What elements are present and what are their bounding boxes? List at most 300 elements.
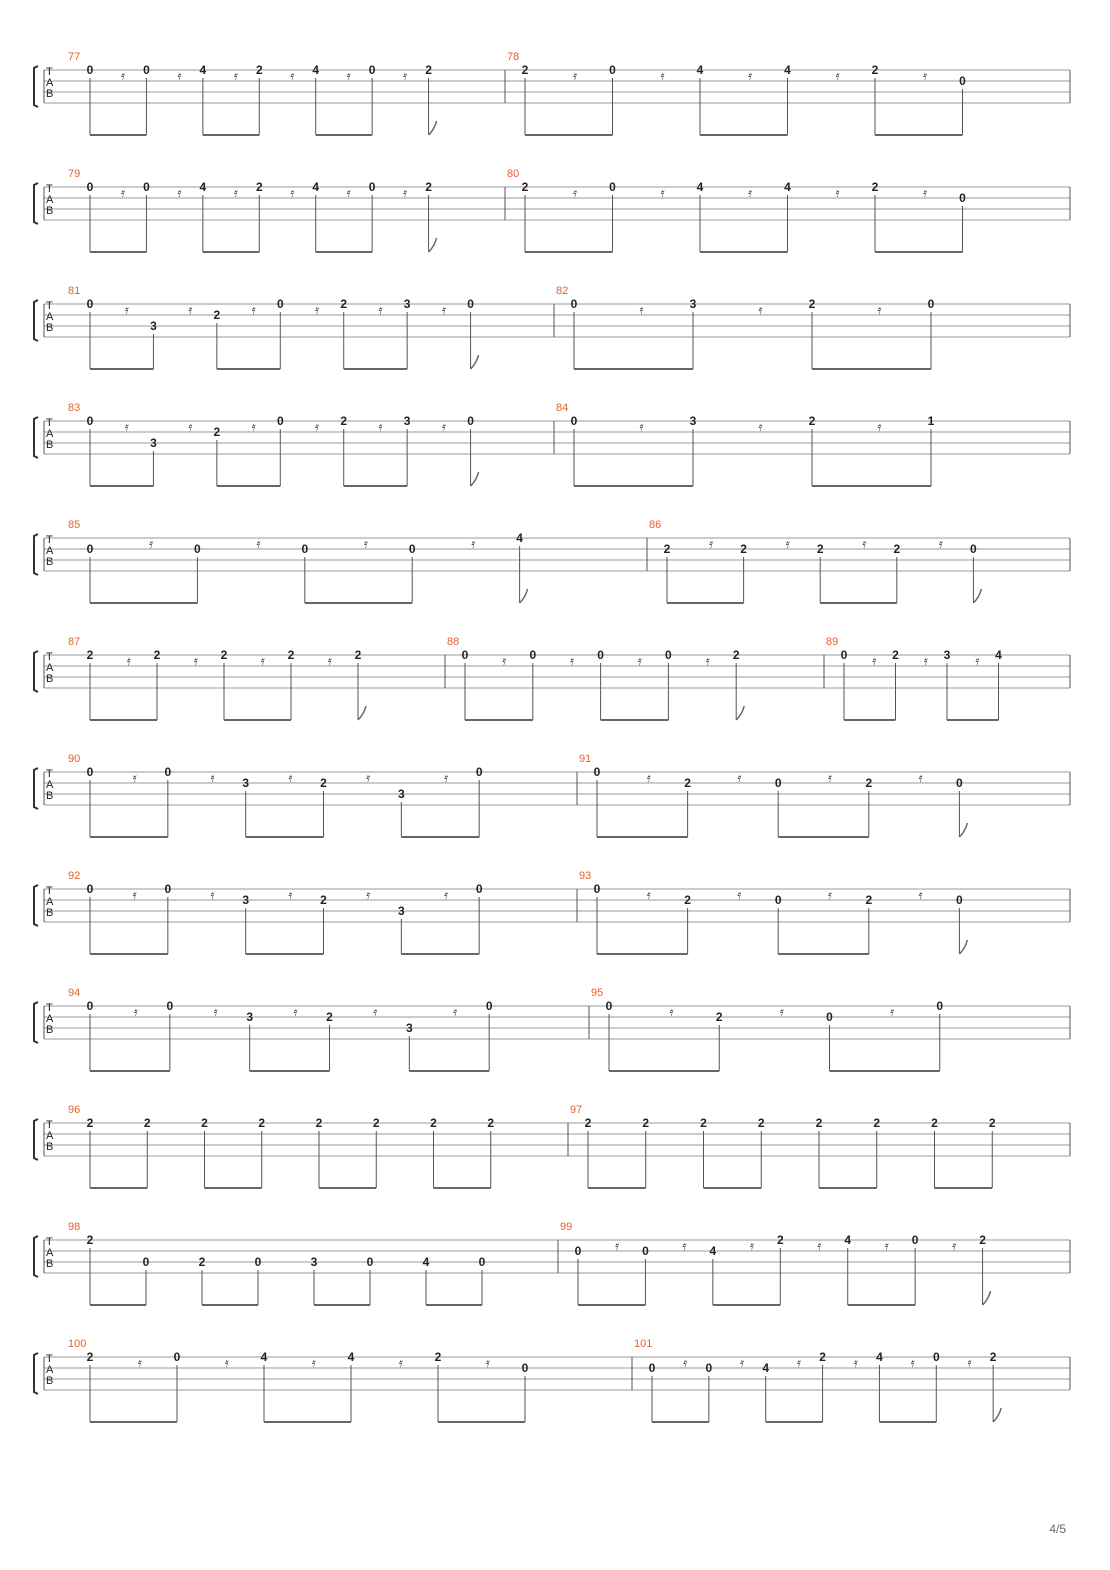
fret-number: 0	[86, 297, 94, 311]
fret-number: 0	[164, 882, 172, 896]
measure-number: 89	[826, 636, 839, 648]
rest-symbol: 𝄿	[758, 303, 763, 318]
fret-number: 4	[260, 1350, 268, 1364]
fret-number: 0	[467, 297, 474, 311]
fret-number: 2	[320, 893, 327, 907]
fret-number: 0	[521, 1361, 529, 1375]
tab-clef-letter: T	[46, 300, 53, 312]
tab-clef-letter: A	[46, 194, 54, 206]
tab-clef-letter: B	[46, 673, 54, 685]
system-bracket	[34, 1353, 38, 1394]
fret-number: 0	[574, 1244, 582, 1258]
rest-symbol: 𝄿	[637, 654, 642, 669]
fret-number: 0	[911, 1233, 919, 1247]
fret-number: 2	[425, 63, 432, 77]
fret-number: 2	[213, 308, 221, 322]
measure-number: 100	[68, 1338, 87, 1350]
rest-symbol: 𝄿	[126, 654, 131, 669]
rest-symbol: 𝄿	[918, 771, 923, 786]
rest-symbol: 𝄿	[177, 186, 182, 201]
rest-symbol: 𝄿	[256, 537, 261, 552]
measure-number: 86	[649, 519, 662, 531]
fret-number: 2	[326, 1010, 333, 1024]
rest-symbol: 𝄿	[132, 771, 137, 786]
system-bracket	[34, 300, 38, 341]
rest-symbol: 𝄿	[233, 186, 238, 201]
rest-symbol: 𝄿	[442, 303, 447, 318]
rest-symbol: 𝄿	[740, 1356, 745, 1371]
fret-number: 0	[705, 1361, 713, 1375]
rest-symbol: 𝄿	[373, 1005, 378, 1020]
tab-clef-letter: A	[46, 1247, 54, 1259]
tab-clef-letter: A	[46, 1130, 54, 1142]
rest-symbol: 𝄿	[923, 186, 928, 201]
measure-number: 99	[560, 1221, 573, 1233]
fret-number: 2	[213, 425, 221, 439]
fret-number: 2	[198, 1255, 206, 1269]
fret-number: 4	[312, 63, 320, 77]
fret-number: 3	[397, 787, 405, 801]
rest-symbol: 𝄿	[737, 771, 742, 786]
measure-number: 91	[579, 753, 592, 765]
measure-number: 96	[68, 1104, 81, 1116]
system-bracket	[34, 183, 38, 224]
system-bracket	[34, 417, 38, 458]
rest-symbol: 𝄿	[884, 1239, 889, 1254]
fret-number: 3	[242, 893, 250, 907]
rest-symbol: 𝄿	[327, 654, 332, 669]
rest-symbol: 𝄿	[835, 186, 840, 201]
fret-number: 4	[696, 180, 704, 194]
rest-symbol: 𝄿	[121, 186, 126, 201]
fret-number: 0	[86, 999, 94, 1013]
fret-number: 0	[86, 180, 94, 194]
fret-number: 0	[143, 63, 150, 77]
rest-symbol: 𝄿	[910, 1356, 915, 1371]
fret-number: 2	[684, 893, 691, 907]
rest-symbol: 𝄿	[502, 654, 507, 669]
rest-symbol: 𝄿	[975, 654, 980, 669]
system-bracket	[34, 651, 38, 692]
fret-number: 0	[86, 63, 94, 77]
rest-symbol: 𝄿	[403, 69, 408, 84]
fret-number: 2	[893, 542, 901, 556]
fret-number: 2	[434, 1350, 442, 1364]
note-flag	[736, 706, 744, 720]
measure-number: 93	[579, 870, 592, 882]
fret-number: 0	[959, 74, 966, 88]
rest-symbol: 𝄿	[785, 537, 790, 552]
fret-number: 2	[255, 180, 263, 194]
fret-number: 0	[593, 882, 601, 896]
fret-number: 0	[301, 542, 309, 556]
fret-number: 0	[475, 765, 483, 779]
rest-symbol: 𝄿	[403, 186, 408, 201]
fret-number: 0	[932, 1350, 940, 1364]
rest-symbol: 𝄿	[877, 303, 882, 318]
rest-symbol: 𝄿	[137, 1356, 142, 1371]
rest-symbol: 𝄿	[315, 420, 320, 435]
tab-clef-letter: T	[46, 183, 53, 195]
rest-symbol: 𝄿	[453, 1005, 458, 1020]
rest-symbol: 𝄿	[749, 1239, 754, 1254]
fret-number: 0	[276, 414, 284, 428]
fret-number: 0	[86, 414, 94, 428]
note-flag	[358, 706, 366, 720]
fret-number: 2	[521, 63, 529, 77]
fret-number: 0	[774, 776, 782, 790]
rest-symbol: 𝄿	[817, 1239, 822, 1254]
fret-number: 2	[86, 1350, 94, 1364]
note-flag	[520, 589, 528, 603]
fret-number: 2	[815, 1116, 823, 1130]
tab-clef-letter: A	[46, 896, 54, 908]
rest-symbol: 𝄿	[918, 888, 923, 903]
measure-number: 82	[556, 285, 569, 297]
tab-clef-letter: T	[46, 1119, 53, 1131]
rest-symbol: 𝄿	[378, 420, 383, 435]
fret-number: 4	[844, 1233, 852, 1247]
rest-symbol: 𝄿	[124, 420, 129, 435]
rest-symbol: 𝄿	[835, 69, 840, 84]
rest-symbol: 𝄿	[639, 303, 644, 318]
rest-symbol: 𝄿	[444, 771, 449, 786]
tab-clef-letter: B	[46, 790, 54, 802]
tab-clef-letter: B	[46, 439, 54, 451]
fret-number: 0	[485, 999, 493, 1013]
tab-clef-letter: A	[46, 779, 54, 791]
fret-number: 2	[340, 297, 348, 311]
measure-number: 87	[68, 636, 81, 648]
fret-number: 0	[774, 893, 782, 907]
rest-symbol: 𝄿	[748, 186, 753, 201]
fret-number: 0	[173, 1350, 181, 1364]
fret-number: 0	[166, 999, 174, 1013]
tab-system	[34, 1104, 1070, 1188]
rest-symbol: 𝄿	[570, 654, 575, 669]
fret-number: 2	[320, 776, 327, 790]
fret-number: 2	[808, 297, 816, 311]
measure-number: 78	[507, 51, 520, 63]
measure-number: 80	[507, 168, 520, 180]
rest-symbol: 𝄿	[646, 888, 651, 903]
tab-clef-letter: T	[46, 768, 53, 780]
fret-number: 0	[86, 765, 94, 779]
tab-clef-letter: T	[46, 1002, 53, 1014]
tab-clef-letter: T	[46, 66, 53, 78]
measure-number: 88	[447, 636, 460, 648]
rest-symbol: 𝄿	[398, 1356, 403, 1371]
rest-symbol: 𝄿	[890, 1005, 895, 1020]
rest-symbol: 𝄿	[251, 303, 256, 318]
rest-symbol: 𝄿	[952, 1239, 957, 1254]
measure-number: 81	[68, 285, 81, 297]
rest-symbol: 𝄿	[121, 69, 126, 84]
fret-number: 3	[397, 904, 405, 918]
fret-number: 0	[408, 542, 416, 556]
rest-symbol: 𝄿	[444, 888, 449, 903]
tab-clef-letter: A	[46, 428, 54, 440]
fret-number: 0	[194, 542, 201, 556]
fret-number: 0	[276, 297, 284, 311]
fret-number: 3	[150, 319, 157, 333]
system-bracket	[34, 66, 38, 107]
rest-symbol: 𝄿	[124, 303, 129, 318]
tab-system	[34, 402, 1070, 486]
fret-number: 0	[609, 63, 616, 77]
fret-number: 0	[570, 297, 578, 311]
fret-number: 2	[220, 648, 228, 662]
rest-symbol: 𝄿	[923, 69, 928, 84]
fret-number: 2	[521, 180, 529, 194]
tab-clef-letter: T	[46, 534, 53, 546]
note-flag	[959, 940, 967, 954]
fret-number: 2	[979, 1233, 986, 1247]
fret-number: 4	[709, 1244, 717, 1258]
fret-number: 2	[663, 542, 671, 556]
rest-symbol: 𝄿	[315, 303, 320, 318]
measure-number: 98	[68, 1221, 81, 1233]
rest-symbol: 𝄿	[853, 1356, 858, 1371]
fret-number: 2	[732, 648, 740, 662]
system-bracket	[34, 885, 38, 926]
rest-symbol: 𝄿	[133, 1005, 138, 1020]
fret-number: 0	[956, 776, 963, 790]
measure-number: 94	[68, 987, 81, 999]
fret-number: 2	[715, 1010, 723, 1024]
tab-clef-letter: B	[46, 907, 54, 919]
measure-number: 84	[556, 402, 569, 414]
tab-system	[34, 285, 1070, 369]
fret-number: 4	[762, 1361, 770, 1375]
rest-symbol: 𝄿	[923, 654, 928, 669]
tab-clef-letter: A	[46, 77, 54, 89]
fret-number: 3	[310, 1255, 318, 1269]
fret-number: 0	[648, 1361, 656, 1375]
fret-number: 2	[865, 893, 873, 907]
fret-number: 0	[478, 1255, 486, 1269]
rest-symbol: 𝄿	[471, 537, 476, 552]
rest-symbol: 𝄿	[573, 69, 578, 84]
rest-symbol: 𝄿	[363, 537, 368, 552]
fret-number: 4	[199, 63, 207, 77]
tab-clef-letter: A	[46, 311, 54, 323]
fret-number: 0	[142, 1255, 150, 1269]
fret-number: 0	[936, 999, 944, 1013]
tab-system	[34, 870, 1070, 954]
tab-clef-letter: B	[46, 556, 54, 568]
rest-symbol: 𝄿	[737, 888, 742, 903]
rest-symbol: 𝄿	[779, 1005, 784, 1020]
fret-number: 2	[989, 1350, 997, 1364]
fret-number: 2	[487, 1116, 495, 1130]
note-flag	[429, 121, 437, 135]
fret-number: 3	[405, 1021, 413, 1035]
tab-clef-letter: B	[46, 1375, 54, 1387]
fret-number: 2	[873, 1116, 881, 1130]
system-bracket	[34, 1119, 38, 1160]
note-flag	[993, 1408, 1001, 1422]
fret-number: 0	[461, 648, 469, 662]
fret-number: 2	[931, 1116, 938, 1130]
fret-number: 3	[246, 1010, 254, 1024]
tab-system	[34, 1221, 1070, 1305]
tab-clef-letter: B	[46, 1141, 54, 1153]
fret-number: 4	[199, 180, 207, 194]
rest-symbol: 𝄿	[828, 771, 833, 786]
rest-symbol: 𝄿	[132, 888, 137, 903]
tab-clef-letter: B	[46, 322, 54, 334]
tab-system	[34, 636, 1070, 720]
measure-number: 83	[68, 402, 81, 414]
rest-symbol: 𝄿	[646, 771, 651, 786]
fret-number: 2	[700, 1116, 707, 1130]
fret-number: 0	[826, 1010, 833, 1024]
fret-number: 2	[892, 648, 899, 662]
rest-symbol: 𝄿	[748, 69, 753, 84]
fret-number: 2	[988, 1116, 996, 1130]
rest-symbol: 𝄿	[705, 654, 710, 669]
rest-symbol: 𝄿	[615, 1239, 620, 1254]
rest-symbol: 𝄿	[660, 69, 665, 84]
fret-number: 4	[312, 180, 320, 194]
fret-number: 0	[164, 765, 172, 779]
fret-number: 4	[876, 1350, 883, 1364]
rest-symbol: 𝄿	[188, 420, 193, 435]
rest-symbol: 𝄿	[177, 69, 182, 84]
fret-number: 4	[696, 63, 704, 77]
fret-number: 2	[425, 180, 432, 194]
rest-symbol: 𝄿	[828, 888, 833, 903]
rest-symbol: 𝄿	[683, 1356, 688, 1371]
fret-number: 4	[347, 1350, 355, 1364]
fret-number: 2	[258, 1116, 266, 1130]
rest-symbol: 𝄿	[260, 654, 265, 669]
fret-number: 0	[86, 542, 94, 556]
measure-number: 77	[68, 51, 81, 63]
tab-clef-letter: T	[46, 1236, 53, 1248]
tab-system	[34, 1338, 1070, 1422]
rest-symbol: 𝄿	[288, 888, 293, 903]
fret-number: 2	[315, 1116, 323, 1130]
rest-symbol: 𝄿	[967, 1356, 972, 1371]
fret-number: 4	[516, 531, 523, 545]
tab-clef-letter: T	[46, 651, 53, 663]
fret-number: 2	[287, 648, 295, 662]
rest-symbol: 𝄿	[669, 1005, 674, 1020]
fret-number: 2	[865, 776, 873, 790]
tab-system	[34, 51, 1070, 135]
fret-number: 0	[86, 882, 94, 896]
fret-number: 0	[529, 648, 537, 662]
fret-number: 2	[684, 776, 691, 790]
rest-symbol: 𝄿	[188, 303, 193, 318]
rest-symbol: 𝄿	[288, 771, 293, 786]
fret-number: 0	[467, 414, 474, 428]
measure-number: 79	[68, 168, 81, 180]
fret-number: 2	[340, 414, 348, 428]
measure-number: 85	[68, 519, 81, 531]
rest-symbol: 𝄿	[378, 303, 383, 318]
rest-symbol: 𝄿	[709, 537, 714, 552]
fret-number: 2	[808, 414, 816, 428]
rest-symbol: 𝄿	[346, 186, 351, 201]
fret-number: 0	[927, 297, 935, 311]
rest-symbol: 𝄿	[213, 1005, 218, 1020]
tab-clef-letter: T	[46, 417, 53, 429]
fret-number: 2	[86, 648, 94, 662]
fret-number: 4	[995, 648, 1002, 662]
rest-symbol: 𝄿	[210, 888, 215, 903]
tab-clef-letter: A	[46, 1013, 54, 1025]
rest-symbol: 𝄿	[366, 888, 371, 903]
fret-number: 0	[597, 648, 604, 662]
rest-symbol: 𝄿	[872, 654, 877, 669]
rest-symbol: 𝄿	[877, 420, 882, 435]
note-flag	[959, 823, 967, 837]
rest-symbol: 𝄿	[193, 654, 198, 669]
fret-number: 3	[689, 414, 697, 428]
fret-number: 0	[570, 414, 578, 428]
system-bracket	[34, 1236, 38, 1277]
tab-clef-letter: A	[46, 662, 54, 674]
fret-number: 2	[153, 648, 161, 662]
fret-number: 2	[372, 1116, 380, 1130]
fret-number: 0	[475, 882, 483, 896]
fret-number: 2	[430, 1116, 437, 1130]
fret-number: 0	[959, 191, 966, 205]
rest-symbol: 𝄿	[290, 69, 295, 84]
tab-clef-letter: T	[46, 1353, 53, 1365]
fret-number: 2	[584, 1116, 592, 1130]
note-flag	[983, 1291, 991, 1305]
tab-system	[34, 519, 1070, 603]
rest-symbol: 𝄿	[796, 1356, 801, 1371]
fret-number: 2	[255, 63, 263, 77]
fret-number: 0	[970, 542, 977, 556]
fret-number: 2	[816, 542, 824, 556]
tab-clef-letter: B	[46, 88, 54, 100]
fret-number: 3	[150, 436, 157, 450]
fret-number: 3	[403, 297, 411, 311]
rest-symbol: 𝄿	[938, 537, 943, 552]
tab-clef-letter: A	[46, 545, 54, 557]
rest-symbol: 𝄿	[149, 537, 154, 552]
fret-number: 0	[665, 648, 672, 662]
fret-number: 2	[776, 1233, 784, 1247]
tab-clef-letter: B	[46, 205, 54, 217]
system-bracket	[34, 768, 38, 809]
measure-number: 95	[591, 987, 604, 999]
fret-number: 0	[368, 63, 376, 77]
fret-number: 2	[201, 1116, 208, 1130]
fret-number: 0	[956, 893, 963, 907]
tab-clef-letter: T	[46, 885, 53, 897]
fret-number: 0	[840, 648, 848, 662]
rest-symbol: 𝄿	[251, 420, 256, 435]
rest-symbol: 𝄿	[233, 69, 238, 84]
measure-number: 90	[68, 753, 81, 765]
rest-symbol: 𝄿	[311, 1356, 316, 1371]
fret-number: 0	[254, 1255, 262, 1269]
fret-number: 0	[605, 999, 613, 1013]
fret-number: 4	[784, 180, 791, 194]
fret-number: 0	[593, 765, 601, 779]
fret-number: 0	[642, 1244, 649, 1258]
rest-symbol: 𝄿	[573, 186, 578, 201]
rest-symbol: 𝄿	[442, 420, 447, 435]
page-number: 4/5	[1049, 1522, 1066, 1536]
